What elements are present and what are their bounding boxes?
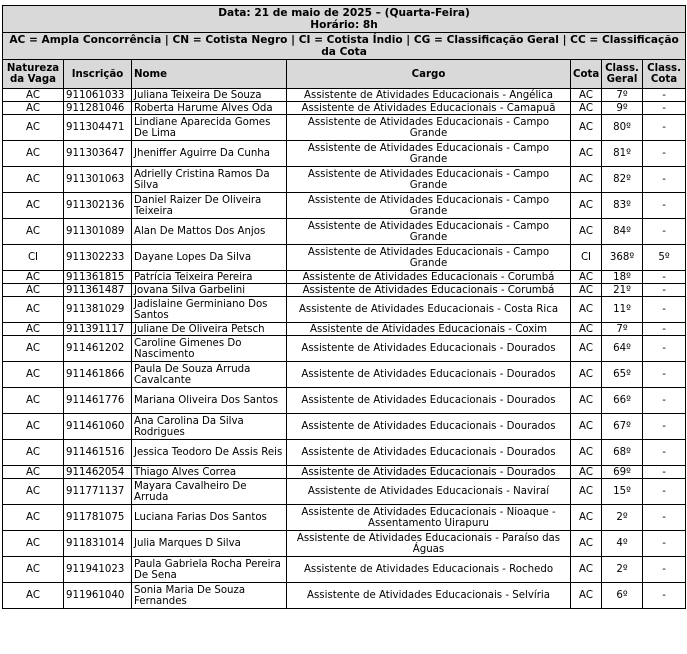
class-geral-cell: 82º — [602, 167, 643, 193]
cota-cell: AC — [571, 505, 602, 531]
nome-cell: Thiago Alves Correa — [132, 466, 287, 479]
inscricao-cell: 911302136 — [64, 193, 132, 219]
class-cota-cell: - — [643, 193, 686, 219]
column-class-geral — [602, 60, 643, 89]
class-geral-cell: 4º — [602, 531, 643, 557]
column-class-cota-line1: Class. — [647, 63, 681, 74]
nome-cell: Patrícia Teixeira Pereira — [132, 271, 287, 284]
cota-cell: AC — [571, 557, 602, 583]
class-geral-cell: 7º — [602, 323, 643, 336]
table-row — [3, 466, 686, 479]
table-row — [3, 245, 686, 271]
natureza-cell: AC — [3, 557, 64, 583]
natureza-cell: AC — [3, 531, 64, 557]
class-cota-cell: - — [643, 89, 686, 102]
cota-cell: AC — [571, 388, 602, 414]
table-row — [3, 102, 686, 115]
column-class-cota — [643, 60, 686, 89]
nome-cell: Caroline Gimenes Do Nascimento — [132, 336, 287, 362]
inscricao-cell: 911304471 — [64, 115, 132, 141]
column-cota: Cota — [571, 60, 602, 89]
class-geral-cell: 9º — [602, 102, 643, 115]
inscricao-cell: 911301089 — [64, 219, 132, 245]
column-inscricao: Inscrição — [64, 60, 132, 89]
natureza-cell: AC — [3, 167, 64, 193]
table-row — [3, 219, 686, 245]
table-row — [3, 115, 686, 141]
cota-cell: AC — [571, 284, 602, 297]
cargo-cell: Assistente de Atividades Educacionais - Campo Grande — [287, 167, 571, 193]
cota-cell: AC — [571, 89, 602, 102]
nome-cell: Jadislaine Germiniano Dos Santos — [132, 297, 287, 323]
table-row — [3, 531, 686, 557]
inscricao-cell: 911361487 — [64, 284, 132, 297]
table-row — [3, 167, 686, 193]
inscricao-cell: 911301063 — [64, 167, 132, 193]
class-cota-cell: - — [643, 479, 686, 505]
inscricao-cell: 911941023 — [64, 557, 132, 583]
natureza-cell: AC — [3, 336, 64, 362]
table-body — [3, 89, 686, 609]
inscricao-cell: 911381029 — [64, 297, 132, 323]
class-cota-cell: - — [643, 414, 686, 440]
natureza-cell: AC — [3, 102, 64, 115]
cargo-cell: Assistente de Atividades Educacionais - Dourados — [287, 388, 571, 414]
class-cota-cell: - — [643, 323, 686, 336]
cota-cell: AC — [571, 297, 602, 323]
nome-cell: Adrielly Cristina Ramos Da Silva — [132, 167, 287, 193]
cargo-cell: Assistente de Atividades Educacionais - Corumbá — [287, 284, 571, 297]
natureza-cell: AC — [3, 141, 64, 167]
cargo-cell: Assistente de Atividades Educacionais - Coxim — [287, 323, 571, 336]
cargo-cell: Assistente de Atividades Educacionais - Campo Grande — [287, 141, 571, 167]
cargo-cell: Assistente de Atividades Educacionais - Dourados — [287, 336, 571, 362]
inscricao-cell: 911281046 — [64, 102, 132, 115]
natureza-cell: AC — [3, 583, 64, 609]
natureza-cell: AC — [3, 193, 64, 219]
cargo-cell: Assistente de Atividades Educacionais - Camapuã — [287, 102, 571, 115]
class-geral-cell: 65º — [602, 362, 643, 388]
natureza-cell: AC — [3, 362, 64, 388]
natureza-cell: AC — [3, 323, 64, 336]
inscricao-cell: 911771137 — [64, 479, 132, 505]
inscricao-cell: 911461776 — [64, 388, 132, 414]
nome-cell: Paula De Souza Arruda Cavalcante — [132, 362, 287, 388]
date-header — [3, 6, 686, 33]
inscricao-cell: 911781075 — [64, 505, 132, 531]
nome-cell: Mayara Cavalheiro De Arruda — [132, 479, 287, 505]
class-cota-cell: - — [643, 115, 686, 141]
nome-cell: Daniel Raizer De Oliveira Teixeira — [132, 193, 287, 219]
table-row — [3, 297, 686, 323]
class-cota-cell: 5º — [643, 245, 686, 271]
inscricao-cell: 911461202 — [64, 336, 132, 362]
table-row — [3, 284, 686, 297]
cota-cell: AC — [571, 167, 602, 193]
column-natureza — [3, 60, 64, 89]
nome-cell: Sonia Maria De Souza Fernandes — [132, 583, 287, 609]
class-cota-cell: - — [643, 362, 686, 388]
natureza-cell: AC — [3, 388, 64, 414]
nome-cell: Paula Gabriela Rocha Pereira De Sena — [132, 557, 287, 583]
column-natureza-line2: da Vaga — [9, 74, 57, 85]
inscricao-cell: 911461060 — [64, 414, 132, 440]
class-geral-cell: 11º — [602, 297, 643, 323]
natureza-cell: AC — [3, 271, 64, 284]
inscricao-cell: 911302233 — [64, 245, 132, 271]
nome-cell: Mariana Oliveira Dos Santos — [132, 388, 287, 414]
class-geral-cell: 21º — [602, 284, 643, 297]
class-geral-cell: 68º — [602, 440, 643, 466]
cargo-cell: Assistente de Atividades Educacionais - Naviraí — [287, 479, 571, 505]
table-row — [3, 583, 686, 609]
cota-cell: AC — [571, 531, 602, 557]
cota-cell: AC — [571, 193, 602, 219]
cota-cell: AC — [571, 323, 602, 336]
natureza-cell: AC — [3, 479, 64, 505]
table-row — [3, 336, 686, 362]
natureza-cell: AC — [3, 219, 64, 245]
class-geral-cell: 2º — [602, 505, 643, 531]
class-cota-cell: - — [643, 271, 686, 284]
inscricao-cell: 911461516 — [64, 440, 132, 466]
class-cota-cell: - — [643, 505, 686, 531]
class-cota-cell: - — [643, 102, 686, 115]
cota-cell: AC — [571, 115, 602, 141]
column-cargo: Cargo — [287, 60, 571, 89]
nome-cell: Dayane Lopes Da Silva — [132, 245, 287, 271]
class-geral-cell: 368º — [602, 245, 643, 271]
class-geral-cell: 2º — [602, 557, 643, 583]
inscricao-cell: 911462054 — [64, 466, 132, 479]
class-cota-cell: - — [643, 583, 686, 609]
cota-cell: AC — [571, 362, 602, 388]
table-row — [3, 414, 686, 440]
time-line: Horário: 8h — [310, 19, 378, 31]
cargo-cell: Assistente de Atividades Educacionais - Paraíso das Águas — [287, 531, 571, 557]
nome-cell: Jovana Silva Garbelini — [132, 284, 287, 297]
column-header-row — [3, 60, 686, 89]
cargo-cell: Assistente de Atividades Educacionais - Campo Grande — [287, 245, 571, 271]
cargo-cell: Assistente de Atividades Educacionais - Angélica — [287, 89, 571, 102]
natureza-cell: CI — [3, 245, 64, 271]
cargo-cell: Assistente de Atividades Educacionais - Costa Rica — [287, 297, 571, 323]
inscricao-cell: 911391117 — [64, 323, 132, 336]
class-geral-cell: 66º — [602, 388, 643, 414]
inscricao-cell: 911461866 — [64, 362, 132, 388]
inscricao-cell: 911061033 — [64, 89, 132, 102]
table-row — [3, 323, 686, 336]
class-geral-cell: 84º — [602, 219, 643, 245]
nome-cell: Ana Carolina Da Silva Rodrigues — [132, 414, 287, 440]
nome-cell: Juliane De Oliveira Petsch — [132, 323, 287, 336]
cota-cell: AC — [571, 102, 602, 115]
cota-cell: AC — [571, 440, 602, 466]
inscricao-cell: 911303647 — [64, 141, 132, 167]
class-cota-cell: - — [643, 531, 686, 557]
cota-cell: CI — [571, 245, 602, 271]
nome-cell: Juliana Teixeira De Souza — [132, 89, 287, 102]
table-row — [3, 193, 686, 219]
cota-cell: AC — [571, 336, 602, 362]
class-geral-cell: 64º — [602, 336, 643, 362]
class-cota-cell: - — [643, 440, 686, 466]
class-cota-cell: - — [643, 284, 686, 297]
table-row — [3, 141, 686, 167]
cargo-cell: Assistente de Atividades Educacionais - Dourados — [287, 440, 571, 466]
table-row — [3, 505, 686, 531]
column-natureza-line1: Natureza — [6, 63, 60, 74]
cargo-cell: Assistente de Atividades Educacionais - Rochedo — [287, 557, 571, 583]
table-row — [3, 362, 686, 388]
date-line: Data: 21 de maio de 2025 – (Quarta-Feira) — [218, 7, 470, 19]
cargo-cell: Assistente de Atividades Educacionais - Dourados — [287, 466, 571, 479]
class-cota-cell: - — [643, 297, 686, 323]
cargo-cell: Assistente de Atividades Educacionais - Campo Grande — [287, 115, 571, 141]
nome-cell: Lindiane Aparecida Gomes De Lima — [132, 115, 287, 141]
cargo-cell: Assistente de Atividades Educacionais - Dourados — [287, 414, 571, 440]
class-geral-cell: 80º — [602, 115, 643, 141]
results-document — [2, 5, 685, 609]
nome-cell: Julia Marques D Silva — [132, 531, 287, 557]
inscricao-cell: 911361815 — [64, 271, 132, 284]
table-row — [3, 479, 686, 505]
nome-cell: Jessica Teodoro De Assis Reis — [132, 440, 287, 466]
class-geral-cell: 15º — [602, 479, 643, 505]
cota-cell: AC — [571, 583, 602, 609]
class-geral-cell: 81º — [602, 141, 643, 167]
nome-cell: Jheniffer Aguirre Da Cunha — [132, 141, 287, 167]
class-geral-cell: 69º — [602, 466, 643, 479]
table-row — [3, 557, 686, 583]
class-geral-cell: 6º — [602, 583, 643, 609]
natureza-cell: AC — [3, 297, 64, 323]
column-class-geral-line2: Geral — [606, 74, 638, 85]
class-geral-cell: 18º — [602, 271, 643, 284]
cota-cell: AC — [571, 271, 602, 284]
nome-cell: Alan De Mattos Dos Anjos — [132, 219, 287, 245]
nome-cell: Roberta Harume Alves Oda — [132, 102, 287, 115]
cargo-cell: Assistente de Atividades Educacionais - Campo Grande — [287, 219, 571, 245]
cargo-cell: Assistente de Atividades Educacionais - Campo Grande — [287, 193, 571, 219]
cota-cell: AC — [571, 141, 602, 167]
table-row — [3, 89, 686, 102]
natureza-cell: AC — [3, 284, 64, 297]
column-class-geral-line1: Class. — [605, 63, 639, 74]
cota-cell: AC — [571, 479, 602, 505]
class-geral-cell: 67º — [602, 414, 643, 440]
nome-cell: Luciana Farias Dos Santos — [132, 505, 287, 531]
class-geral-cell: 7º — [602, 89, 643, 102]
cota-cell: AC — [571, 466, 602, 479]
class-cota-cell: - — [643, 141, 686, 167]
natureza-cell: AC — [3, 414, 64, 440]
cargo-cell: Assistente de Atividades Educacionais - Nioaque - Assentamento Uirapuru — [287, 505, 571, 531]
inscricao-cell: 911831014 — [64, 531, 132, 557]
natureza-cell: AC — [3, 89, 64, 102]
class-cota-cell: - — [643, 336, 686, 362]
class-cota-cell: - — [643, 557, 686, 583]
natureza-cell: AC — [3, 466, 64, 479]
legend: AC = Ampla Concorrência | CN = Cotista Negro | CI = Cotista Índio | CG = Classificação Geral | CC = Classificação da Cota — [3, 33, 686, 60]
results-table — [2, 5, 686, 609]
class-geral-cell: 83º — [602, 193, 643, 219]
cota-cell: AC — [571, 414, 602, 440]
class-cota-cell: - — [643, 466, 686, 479]
column-class-cota-line2: Cota — [650, 74, 678, 85]
natureza-cell: AC — [3, 115, 64, 141]
cargo-cell: Assistente de Atividades Educacionais - Selvíria — [287, 583, 571, 609]
class-cota-cell: - — [643, 167, 686, 193]
cargo-cell: Assistente de Atividades Educacionais - Corumbá — [287, 271, 571, 284]
class-cota-cell: - — [643, 219, 686, 245]
table-row — [3, 388, 686, 414]
table-row — [3, 440, 686, 466]
inscricao-cell: 911961040 — [64, 583, 132, 609]
cargo-cell: Assistente de Atividades Educacionais - Dourados — [287, 362, 571, 388]
cota-cell: AC — [571, 219, 602, 245]
natureza-cell: AC — [3, 505, 64, 531]
column-nome: Nome — [132, 60, 287, 89]
table-row — [3, 271, 686, 284]
natureza-cell: AC — [3, 440, 64, 466]
class-cota-cell: - — [643, 388, 686, 414]
